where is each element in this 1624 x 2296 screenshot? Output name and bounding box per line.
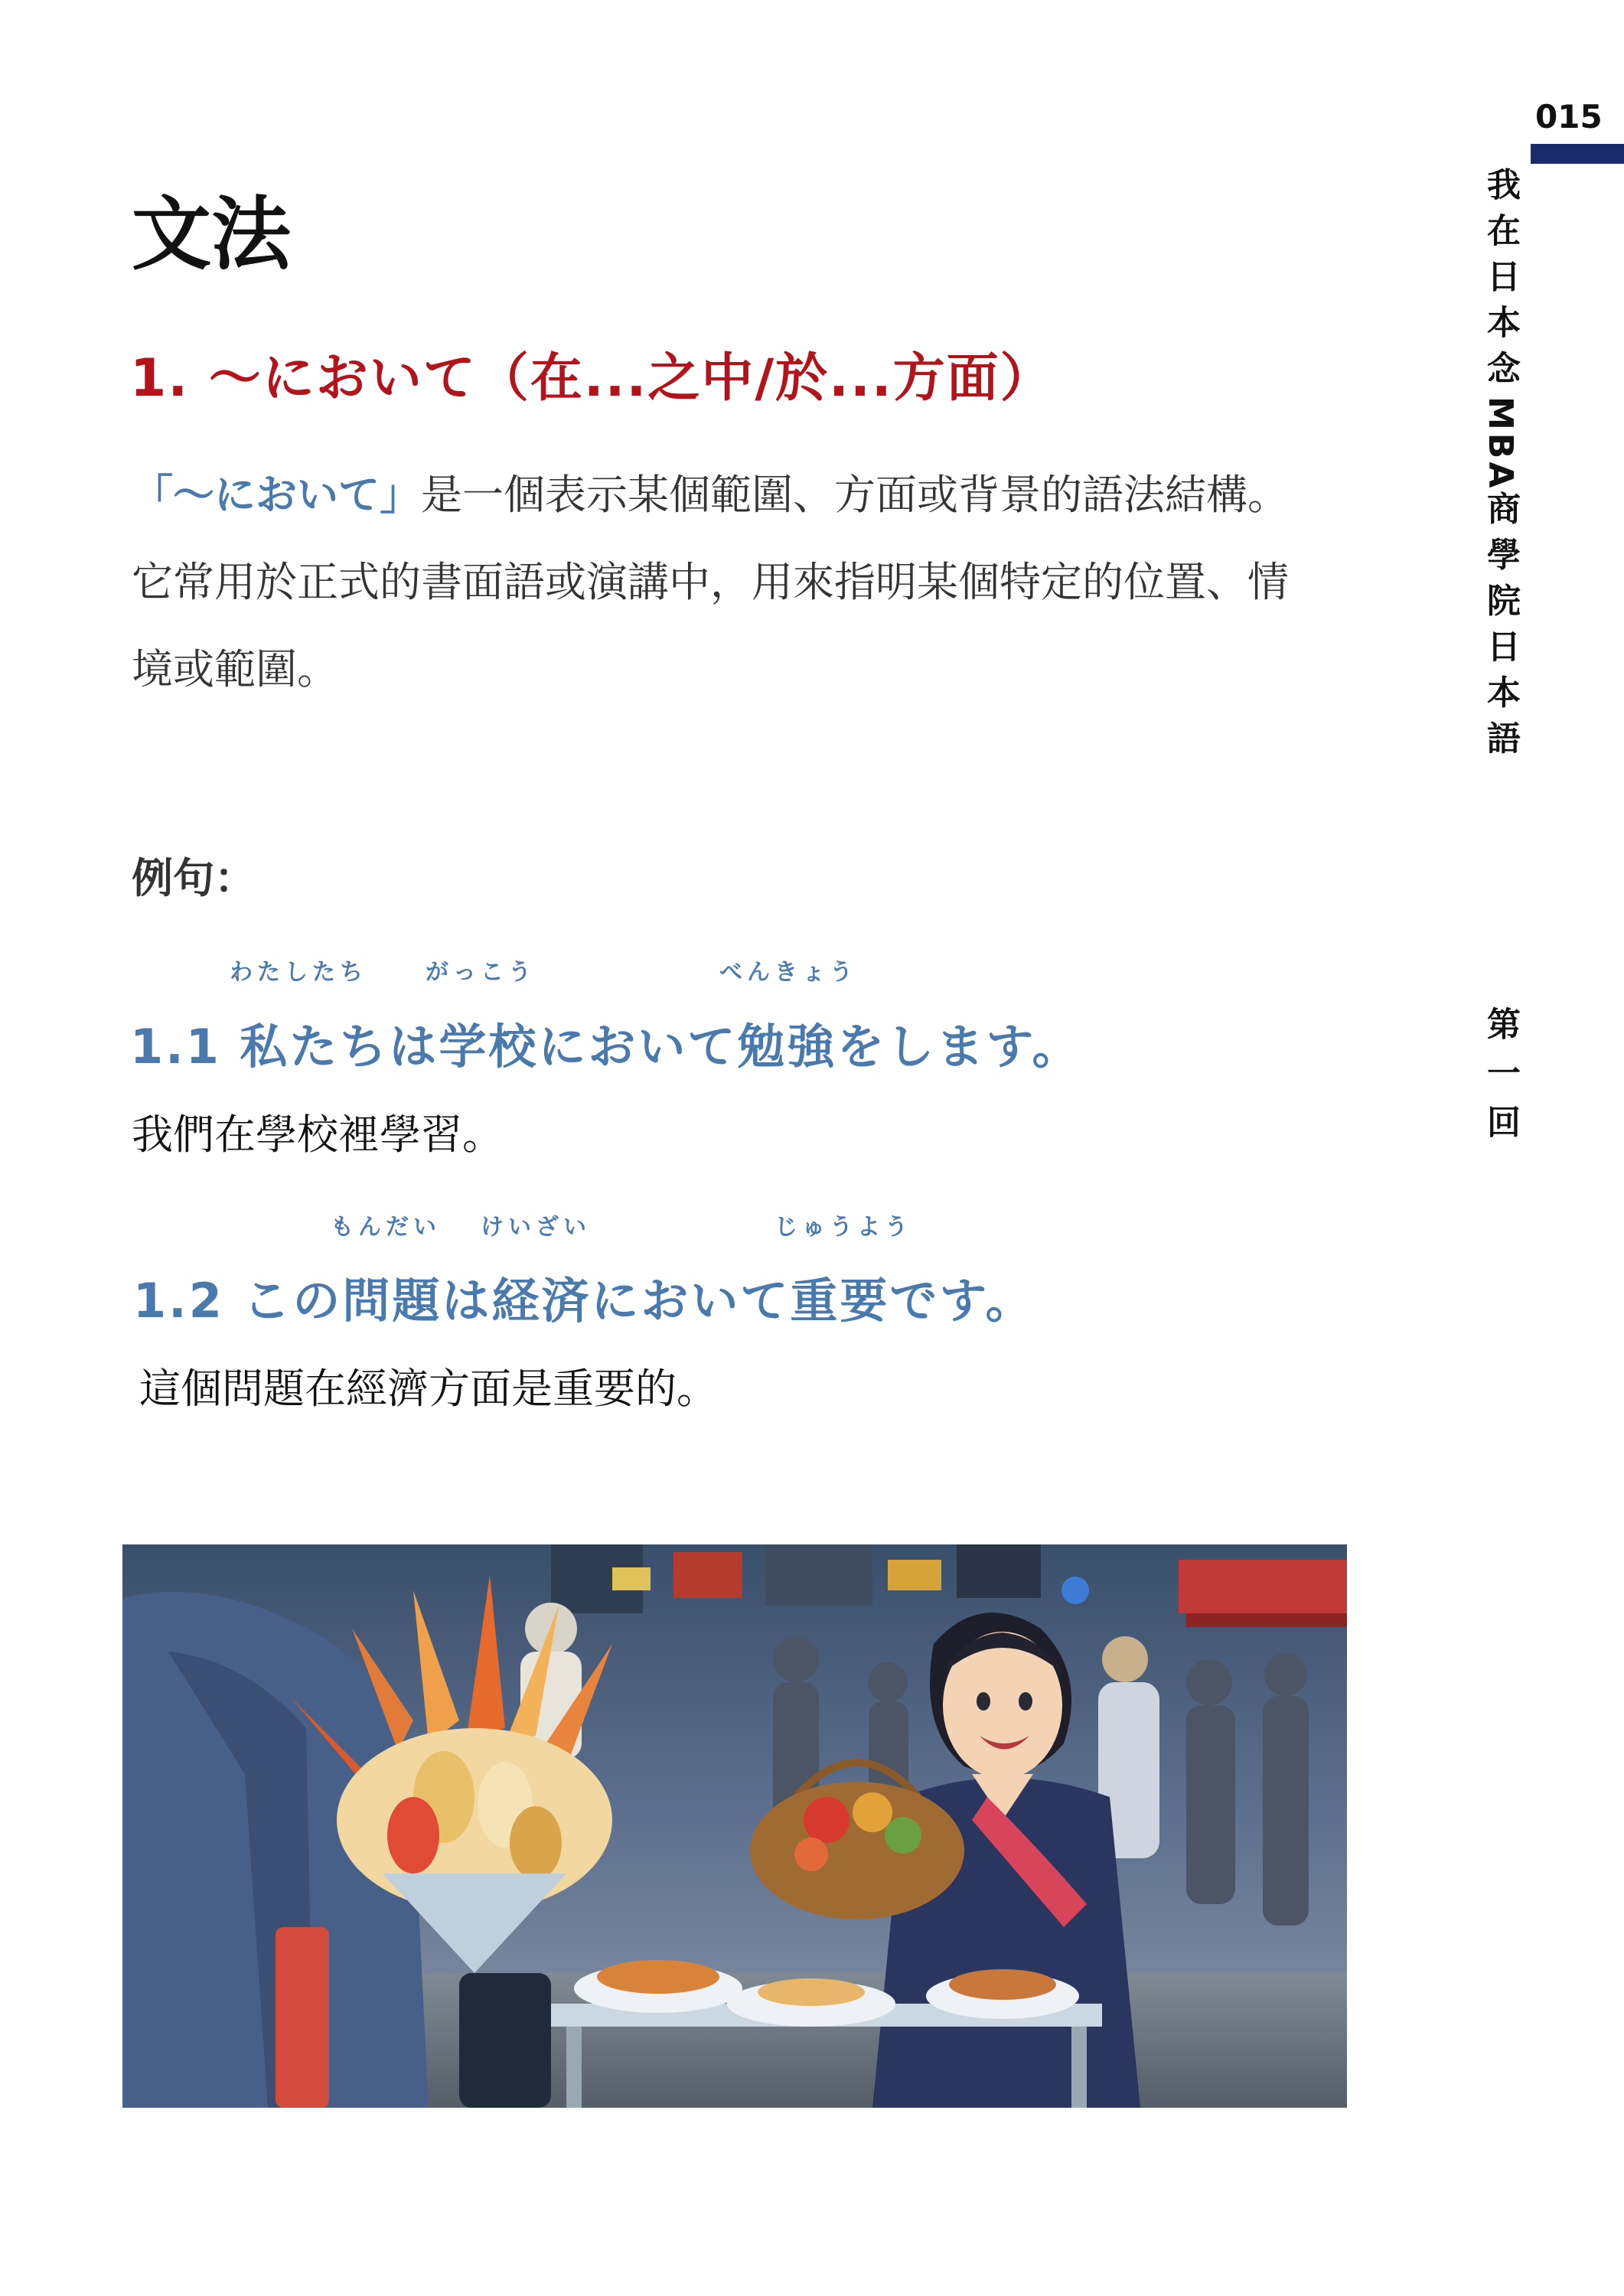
section-heading: 文法	[132, 188, 292, 281]
example-sentence-1: 1.1 私たちは学校において勉強をします。	[130, 1019, 1082, 1075]
example-translation-2: 這個問題在經濟方面是重要的。	[139, 1365, 718, 1413]
furigana-mondai: もんだい	[331, 1214, 441, 1241]
market-scene-image	[122, 1544, 1347, 2108]
grammar-explanation	[132, 452, 1326, 713]
furigana-keizai: けいざい	[481, 1214, 591, 1241]
page-number-bar	[1531, 144, 1624, 164]
chapter-label-vertical: 第一回	[1481, 1006, 1520, 1153]
book-title-mba: MBA	[1481, 396, 1520, 491]
market-illustration	[122, 1544, 1347, 2108]
grammar-explanation-text: 是一個表示某個範圍、方面或背景的語法結構。它常用於正式的書面語或演講中，用來指明某個特定的位置、情境或範圍。	[132, 471, 1289, 693]
example-translation-1: 我們在學校裡學習。	[132, 1110, 504, 1159]
example-sentence-2: 1.2 この問題は経済において重要です。	[133, 1273, 1035, 1329]
furigana-watashitachi: わたしたち	[230, 959, 367, 986]
grammar-term: 「～において」	[132, 471, 421, 519]
grammar-point-title: 1. ～において（在...之中/於...方面）	[130, 348, 1054, 409]
book-title-prefix: 我在日本念	[1481, 167, 1520, 396]
furigana-gakkou: がっこう	[426, 959, 536, 986]
book-title-suffix: 商學院日本語	[1481, 491, 1520, 767]
furigana-benkyou: べんきょう	[719, 959, 857, 986]
book-title-vertical	[1479, 167, 1521, 766]
examples-label: 例句：	[132, 854, 256, 902]
furigana-juuyou: じゅうよう	[774, 1214, 912, 1241]
page-number: 015	[1535, 98, 1603, 135]
